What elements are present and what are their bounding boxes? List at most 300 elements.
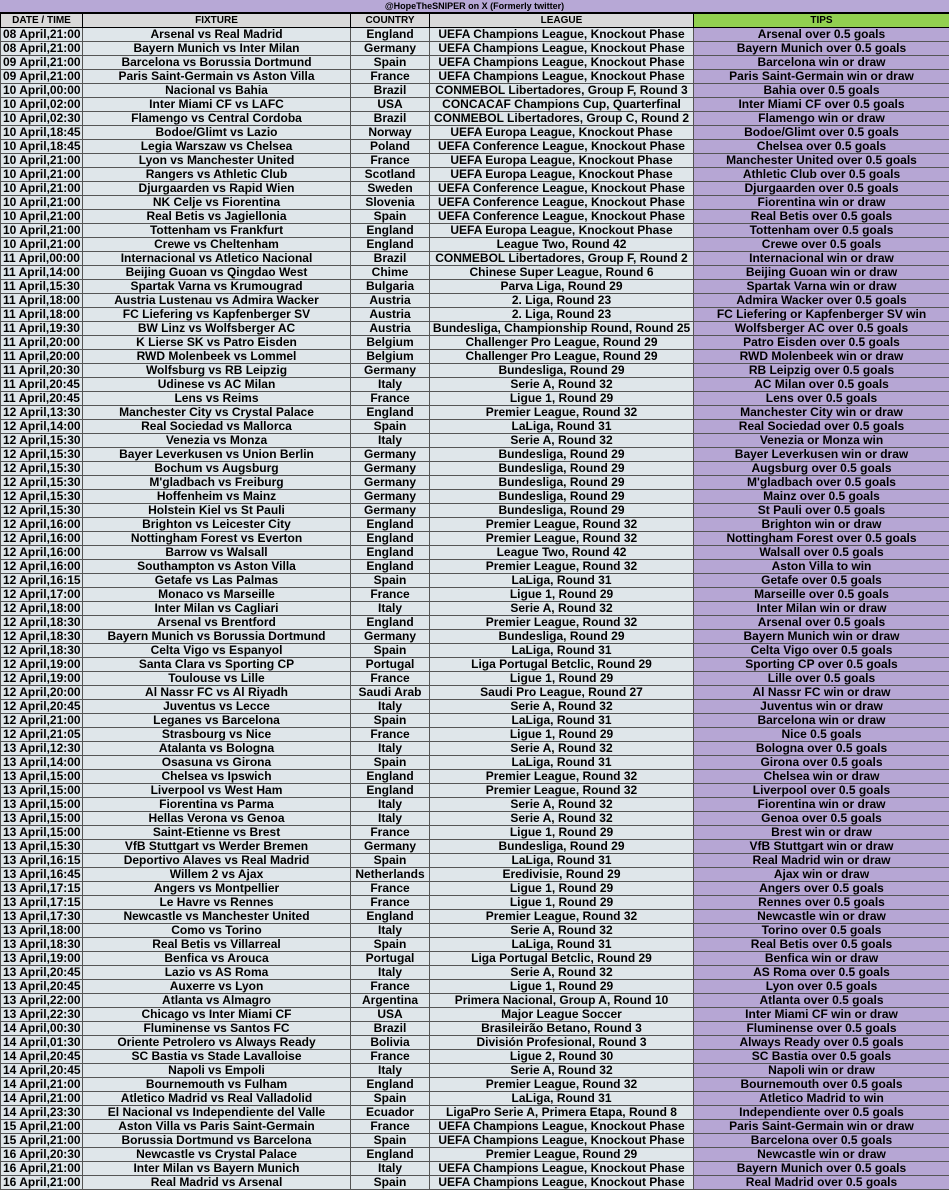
tip-cell: Lyon over 0.5 goals [694, 980, 949, 994]
table-row [1, 672, 949, 686]
country-cell: Brazil [351, 112, 430, 126]
tip-cell: Mainz over 0.5 goals [694, 490, 949, 504]
league-cell: Bundesliga, Round 29 [430, 504, 694, 518]
table-row [1, 938, 949, 952]
fixture-cell: Austria Lustenau vs Admira Wacker [83, 294, 351, 308]
table-row [1, 1050, 949, 1064]
country-cell: Spain [351, 1134, 430, 1148]
date-cell: 13 April,15:00 [1, 798, 83, 812]
fixture-cell: Newcastle vs Manchester United [83, 910, 351, 924]
fixture-cell: Napoli vs Empoli [83, 1064, 351, 1078]
tip-cell: Walsall over 0.5 goals [694, 546, 949, 560]
table-row [1, 1106, 949, 1120]
country-cell: France [351, 896, 430, 910]
fixture-cell: Udinese vs AC Milan [83, 378, 351, 392]
fixture-cell: Bournemouth vs Fulham [83, 1078, 351, 1092]
fixture-cell: Inter Milan vs Bayern Munich [83, 1162, 351, 1176]
tip-cell: Venezia or Monza win [694, 434, 949, 448]
league-cell: Challenger Pro League, Round 29 [430, 350, 694, 364]
date-cell: 12 April,15:30 [1, 434, 83, 448]
date-cell: 16 April,20:30 [1, 1148, 83, 1162]
country-cell: Italy [351, 602, 430, 616]
date-cell: 13 April,17:15 [1, 882, 83, 896]
tip-cell: Brest win or draw [694, 826, 949, 840]
date-cell: 14 April,20:45 [1, 1064, 83, 1078]
date-cell: 09 April,21:00 [1, 56, 83, 70]
table-row [1, 490, 949, 504]
table-row [1, 952, 949, 966]
table-row [1, 1162, 949, 1176]
fixture-cell: Hoffenheim vs Mainz [83, 490, 351, 504]
tip-cell: Celta Vigo over 0.5 goals [694, 644, 949, 658]
table-row [1, 378, 949, 392]
fixture-cell: Le Havre vs Rennes [83, 896, 351, 910]
league-cell: Eredivisie, Round 29 [430, 868, 694, 882]
tip-cell: Getafe over 0.5 goals [694, 574, 949, 588]
tip-cell: Angers over 0.5 goals [694, 882, 949, 896]
tip-cell: Spartak Varna win or draw [694, 280, 949, 294]
table-row [1, 1064, 949, 1078]
country-cell: Germany [351, 840, 430, 854]
tip-cell: Ajax win or draw [694, 868, 949, 882]
date-cell: 13 April,15:00 [1, 812, 83, 826]
table-row [1, 658, 949, 672]
table-row [1, 126, 949, 140]
table-row [1, 742, 949, 756]
fixture-cell: Crewe vs Cheltenham [83, 238, 351, 252]
fixture-cell: Real Sociedad vs Mallorca [83, 420, 351, 434]
date-cell: 11 April,18:00 [1, 308, 83, 322]
league-cell: Premier League, Round 32 [430, 518, 694, 532]
country-cell: France [351, 392, 430, 406]
table-row [1, 42, 949, 56]
league-cell: Parva Liga, Round 29 [430, 280, 694, 294]
country-cell: Slovenia [351, 196, 430, 210]
fixture-cell: Chelsea vs Ipswich [83, 770, 351, 784]
country-cell: England [351, 784, 430, 798]
fixture-cell: Juventus vs Lecce [83, 700, 351, 714]
country-cell: Austria [351, 308, 430, 322]
table-row [1, 588, 949, 602]
fixture-cell: VfB Stuttgart vs Werder Bremen [83, 840, 351, 854]
fixture-cell: Borussia Dortmund vs Barcelona [83, 1134, 351, 1148]
fixture-cell: Monaco vs Marseille [83, 588, 351, 602]
fixture-cell: Lyon vs Manchester United [83, 154, 351, 168]
date-cell: 11 April,20:00 [1, 350, 83, 364]
fixture-cell: Leganes vs Barcelona [83, 714, 351, 728]
date-cell: 13 April,15:30 [1, 840, 83, 854]
league-cell: Bundesliga, Round 29 [430, 490, 694, 504]
date-cell: 13 April,17:15 [1, 896, 83, 910]
sheet-banner: @HopeTheSNIPER on X (Formerly twitter) [0, 0, 949, 13]
league-cell: Liga Portugal Betclic, Round 29 [430, 658, 694, 672]
fixture-cell: Bayern Munich vs Borussia Dortmund [83, 630, 351, 644]
league-cell: LaLiga, Round 31 [430, 574, 694, 588]
tip-cell: Real Betis over 0.5 goals [694, 938, 949, 952]
table-row [1, 1078, 949, 1092]
date-cell: 11 April,20:45 [1, 378, 83, 392]
header-fixture: FIXTURE [83, 14, 351, 28]
tip-cell: Bayern Munich over 0.5 goals [694, 42, 949, 56]
table-row [1, 196, 949, 210]
country-cell: England [351, 518, 430, 532]
fixture-cell: FC Liefering vs Kapfenberger SV [83, 308, 351, 322]
league-cell: LaLiga, Round 31 [430, 420, 694, 434]
tip-cell: Fluminense over 0.5 goals [694, 1022, 949, 1036]
league-cell: Challenger Pro League, Round 29 [430, 336, 694, 350]
tip-cell: Marseille over 0.5 goals [694, 588, 949, 602]
date-cell: 12 April,18:30 [1, 644, 83, 658]
fixture-cell: Liverpool vs West Ham [83, 784, 351, 798]
country-cell: England [351, 406, 430, 420]
table-row [1, 644, 949, 658]
fixture-cell: Wolfsburg vs RB Leipzig [83, 364, 351, 378]
tip-cell: Aston Villa to win [694, 560, 949, 574]
league-cell: Premier League, Round 32 [430, 1078, 694, 1092]
date-cell: 16 April,21:00 [1, 1176, 83, 1190]
country-cell: Spain [351, 756, 430, 770]
date-cell: 14 April,21:00 [1, 1092, 83, 1106]
country-cell: Italy [351, 924, 430, 938]
table-row [1, 686, 949, 700]
tip-cell: Bayern Munich over 0.5 goals [694, 1162, 949, 1176]
table-row [1, 462, 949, 476]
tip-cell: Lille over 0.5 goals [694, 672, 949, 686]
fixture-cell: Bayern Munich vs Inter Milan [83, 42, 351, 56]
date-cell: 12 April,18:30 [1, 630, 83, 644]
table-row [1, 602, 949, 616]
league-cell: UEFA Champions League, Knockout Phase [430, 1176, 694, 1190]
league-cell: Bundesliga, Round 29 [430, 630, 694, 644]
fixture-cell: SC Bastia vs Stade Lavalloise [83, 1050, 351, 1064]
tip-cell: Flamengo win or draw [694, 112, 949, 126]
date-cell: 13 April,18:30 [1, 938, 83, 952]
fixture-cell: Arsenal vs Real Madrid [83, 28, 351, 42]
country-cell: Germany [351, 462, 430, 476]
league-cell: LigaPro Serie A, Primera Etapa, Round 8 [430, 1106, 694, 1120]
country-cell: Norway [351, 126, 430, 140]
tip-cell: Torino over 0.5 goals [694, 924, 949, 938]
tip-cell: Bayern Munich win or draw [694, 630, 949, 644]
league-cell: UEFA Europa League, Knockout Phase [430, 126, 694, 140]
fixture-cell: Aston Villa vs Paris Saint-Germain [83, 1120, 351, 1134]
fixture-cell: Lazio vs AS Roma [83, 966, 351, 980]
table-row [1, 910, 949, 924]
date-cell: 12 April,16:00 [1, 560, 83, 574]
country-cell: Belgium [351, 350, 430, 364]
date-cell: 09 April,21:00 [1, 70, 83, 84]
country-cell: Austria [351, 294, 430, 308]
fixture-cell: Nacional vs Bahia [83, 84, 351, 98]
table-row [1, 1092, 949, 1106]
country-cell: Italy [351, 378, 430, 392]
fixture-cell: K Lierse SK vs Patro Eisden [83, 336, 351, 350]
table-row [1, 238, 949, 252]
fixture-cell: Atalanta vs Bologna [83, 742, 351, 756]
fixture-cell: Bochum vs Augsburg [83, 462, 351, 476]
date-cell: 14 April,21:00 [1, 1078, 83, 1092]
date-cell: 12 April,21:05 [1, 728, 83, 742]
date-cell: 13 April,20:45 [1, 966, 83, 980]
league-cell: Ligue 1, Round 29 [430, 672, 694, 686]
tip-cell: Al Nassr FC win or draw [694, 686, 949, 700]
tip-cell: Internacional win or draw [694, 252, 949, 266]
country-cell: USA [351, 98, 430, 112]
table-row [1, 154, 949, 168]
tip-cell: Real Madrid over 0.5 goals [694, 1176, 949, 1190]
table-row [1, 574, 949, 588]
tip-cell: RB Leipzig over 0.5 goals [694, 364, 949, 378]
country-cell: France [351, 728, 430, 742]
table-row [1, 630, 949, 644]
date-cell: 13 April,15:00 [1, 826, 83, 840]
league-cell: UEFA Conference League, Knockout Phase [430, 140, 694, 154]
tip-cell: Beijing Guoan win or draw [694, 266, 949, 280]
date-cell: 13 April,22:00 [1, 994, 83, 1008]
date-cell: 12 April,13:30 [1, 406, 83, 420]
league-cell: Serie A, Round 32 [430, 1064, 694, 1078]
country-cell: Italy [351, 1064, 430, 1078]
country-cell: France [351, 980, 430, 994]
league-cell: Bundesliga, Round 29 [430, 476, 694, 490]
country-cell: Germany [351, 504, 430, 518]
tip-cell: Paris Saint-Germain win or draw [694, 70, 949, 84]
date-cell: 12 April,15:30 [1, 490, 83, 504]
date-cell: 12 April,15:30 [1, 504, 83, 518]
date-cell: 11 April,19:30 [1, 322, 83, 336]
fixture-cell: Saint-Etienne vs Brest [83, 826, 351, 840]
country-cell: Belgium [351, 336, 430, 350]
country-cell: Spain [351, 420, 430, 434]
table-row [1, 1120, 949, 1134]
date-cell: 12 April,16:00 [1, 532, 83, 546]
country-cell: Italy [351, 742, 430, 756]
league-cell: UEFA Conference League, Knockout Phase [430, 196, 694, 210]
table-row [1, 1134, 949, 1148]
country-cell: England [351, 238, 430, 252]
fixture-cell: Oriente Petrolero vs Always Ready [83, 1036, 351, 1050]
fixture-cell: Osasuna vs Girona [83, 756, 351, 770]
tip-cell: VfB Stuttgart win or draw [694, 840, 949, 854]
country-cell: England [351, 546, 430, 560]
tip-cell: Genoa over 0.5 goals [694, 812, 949, 826]
country-cell: Spain [351, 854, 430, 868]
tip-cell: Nice 0.5 goals [694, 728, 949, 742]
league-cell: Serie A, Round 32 [430, 378, 694, 392]
country-cell: Italy [351, 798, 430, 812]
date-cell: 10 April,21:00 [1, 196, 83, 210]
table-row [1, 994, 949, 1008]
tip-cell: Real Madrid win or draw [694, 854, 949, 868]
date-cell: 13 April,20:45 [1, 980, 83, 994]
fixture-cell: Atlanta vs Almagro [83, 994, 351, 1008]
country-cell: Saudi Arab [351, 686, 430, 700]
league-cell: Serie A, Round 32 [430, 434, 694, 448]
table-row [1, 70, 949, 84]
league-cell: UEFA Conference League, Knockout Phase [430, 210, 694, 224]
league-cell: Major League Soccer [430, 1008, 694, 1022]
league-cell: CONMEBOL Libertadores, Group C, Round 2 [430, 112, 694, 126]
tip-cell: Inter Miami CF win or draw [694, 1008, 949, 1022]
table-row [1, 308, 949, 322]
league-cell: Brasileirão Betano, Round 3 [430, 1022, 694, 1036]
tip-cell: Napoli win or draw [694, 1064, 949, 1078]
country-cell: Scotland [351, 168, 430, 182]
tip-cell: Bayer Leverkusen win or draw [694, 448, 949, 462]
table-row [1, 448, 949, 462]
date-cell: 10 April,02:00 [1, 98, 83, 112]
league-cell: Serie A, Round 32 [430, 742, 694, 756]
tip-cell: Bodoe/Glimt over 0.5 goals [694, 126, 949, 140]
fixture-cell: Willem 2 vs Ajax [83, 868, 351, 882]
date-cell: 08 April,21:00 [1, 42, 83, 56]
tip-cell: Barcelona win or draw [694, 56, 949, 70]
tip-cell: Nottingham Forest over 0.5 goals [694, 532, 949, 546]
league-cell: League Two, Round 42 [430, 546, 694, 560]
fixture-cell: Brighton vs Leicester City [83, 518, 351, 532]
country-cell: Spain [351, 210, 430, 224]
league-cell: LaLiga, Round 31 [430, 756, 694, 770]
tip-cell: AS Roma over 0.5 goals [694, 966, 949, 980]
tip-cell: Newcastle win or draw [694, 910, 949, 924]
table-row [1, 56, 949, 70]
header-tips: TIPS [694, 14, 949, 28]
table-row [1, 546, 949, 560]
country-cell: England [351, 560, 430, 574]
table-row [1, 728, 949, 742]
fixture-cell: Como vs Torino [83, 924, 351, 938]
fixture-cell: Atletico Madrid vs Real Valladolid [83, 1092, 351, 1106]
table-row [1, 854, 949, 868]
fixture-cell: Auxerre vs Lyon [83, 980, 351, 994]
fixture-cell: Santa Clara vs Sporting CP [83, 658, 351, 672]
country-cell: Brazil [351, 1022, 430, 1036]
country-cell: Poland [351, 140, 430, 154]
tip-cell: Inter Milan win or draw [694, 602, 949, 616]
table-row [1, 280, 949, 294]
league-cell: CONCACAF Champions Cup, Quarterfinal [430, 98, 694, 112]
tip-cell: Atletico Madrid to win [694, 1092, 949, 1106]
table-row [1, 868, 949, 882]
tip-cell: Crewe over 0.5 goals [694, 238, 949, 252]
table-row [1, 420, 949, 434]
table-row [1, 224, 949, 238]
country-cell: Spain [351, 1092, 430, 1106]
date-cell: 13 April,17:30 [1, 910, 83, 924]
league-cell: Bundesliga, Round 29 [430, 364, 694, 378]
league-cell: 2. Liga, Round 23 [430, 294, 694, 308]
tip-cell: Girona over 0.5 goals [694, 756, 949, 770]
date-cell: 13 April,15:00 [1, 784, 83, 798]
tip-cell: Benfica win or draw [694, 952, 949, 966]
country-cell: Italy [351, 434, 430, 448]
country-cell: France [351, 672, 430, 686]
date-cell: 10 April,00:00 [1, 84, 83, 98]
tip-cell: Always Ready over 0.5 goals [694, 1036, 949, 1050]
table-row [1, 770, 949, 784]
fixture-cell: Newcastle vs Crystal Palace [83, 1148, 351, 1162]
tip-cell: Newcastle win or draw [694, 1148, 949, 1162]
fixture-cell: Real Betis vs Villarreal [83, 938, 351, 952]
tip-cell: FC Liefering or Kapfenberger SV win [694, 308, 949, 322]
country-cell: Argentina [351, 994, 430, 1008]
country-cell: Spain [351, 56, 430, 70]
country-cell: Bulgaria [351, 280, 430, 294]
tip-cell: RWD Molenbeek win or draw [694, 350, 949, 364]
country-cell: Sweden [351, 182, 430, 196]
country-cell: France [351, 70, 430, 84]
date-cell: 08 April,21:00 [1, 28, 83, 42]
league-cell: Chinese Super League, Round 6 [430, 266, 694, 280]
league-cell: División Profesional, Round 3 [430, 1036, 694, 1050]
league-cell: Premier League, Round 32 [430, 406, 694, 420]
table-row [1, 84, 949, 98]
date-cell: 10 April,21:00 [1, 238, 83, 252]
date-cell: 13 April,22:30 [1, 1008, 83, 1022]
country-cell: England [351, 224, 430, 238]
fixtures-table [0, 13, 949, 1190]
date-cell: 12 April,21:00 [1, 714, 83, 728]
date-cell: 16 April,21:00 [1, 1162, 83, 1176]
tip-cell: Chelsea win or draw [694, 770, 949, 784]
country-cell: England [351, 770, 430, 784]
league-cell: Serie A, Round 32 [430, 700, 694, 714]
tip-cell: Tottenham over 0.5 goals [694, 224, 949, 238]
fixture-cell: Djurgaarden vs Rapid Wien [83, 182, 351, 196]
date-cell: 12 April,15:30 [1, 476, 83, 490]
tip-cell: Real Sociedad over 0.5 goals [694, 420, 949, 434]
table-row [1, 350, 949, 364]
table-row [1, 980, 949, 994]
date-cell: 10 April,02:30 [1, 112, 83, 126]
fixture-cell: Lens vs Reims [83, 392, 351, 406]
date-cell: 12 April,15:30 [1, 448, 83, 462]
table-row [1, 1008, 949, 1022]
fixture-cell: Real Betis vs Jagiellonia [83, 210, 351, 224]
date-cell: 13 April,18:00 [1, 924, 83, 938]
tip-cell: Fiorentina win or draw [694, 196, 949, 210]
country-cell: Netherlands [351, 868, 430, 882]
fixture-cell: Flamengo vs Central Cordoba [83, 112, 351, 126]
league-cell: Premier League, Round 32 [430, 616, 694, 630]
date-cell: 14 April,20:45 [1, 1050, 83, 1064]
date-cell: 15 April,21:00 [1, 1134, 83, 1148]
table-row [1, 1036, 949, 1050]
date-cell: 10 April,21:00 [1, 182, 83, 196]
country-cell: England [351, 532, 430, 546]
date-cell: 13 April,14:00 [1, 756, 83, 770]
fixture-cell: Inter Miami CF vs LAFC [83, 98, 351, 112]
table-row [1, 700, 949, 714]
country-cell: France [351, 826, 430, 840]
date-cell: 15 April,21:00 [1, 1120, 83, 1134]
country-cell: England [351, 910, 430, 924]
table-row [1, 252, 949, 266]
league-cell: Bundesliga, Round 29 [430, 840, 694, 854]
fixture-cell: Getafe vs Las Palmas [83, 574, 351, 588]
league-cell: CONMEBOL Libertadores, Group F, Round 2 [430, 252, 694, 266]
country-cell: Spain [351, 574, 430, 588]
tip-cell: Bologna over 0.5 goals [694, 742, 949, 756]
date-cell: 11 April,20:30 [1, 364, 83, 378]
league-cell: LaLiga, Round 31 [430, 644, 694, 658]
country-cell: France [351, 1120, 430, 1134]
header-league: LEAGUE [430, 14, 694, 28]
league-cell: Ligue 1, Round 29 [430, 728, 694, 742]
league-cell: Premier League, Round 32 [430, 784, 694, 798]
date-cell: 10 April,18:45 [1, 126, 83, 140]
country-cell: France [351, 154, 430, 168]
